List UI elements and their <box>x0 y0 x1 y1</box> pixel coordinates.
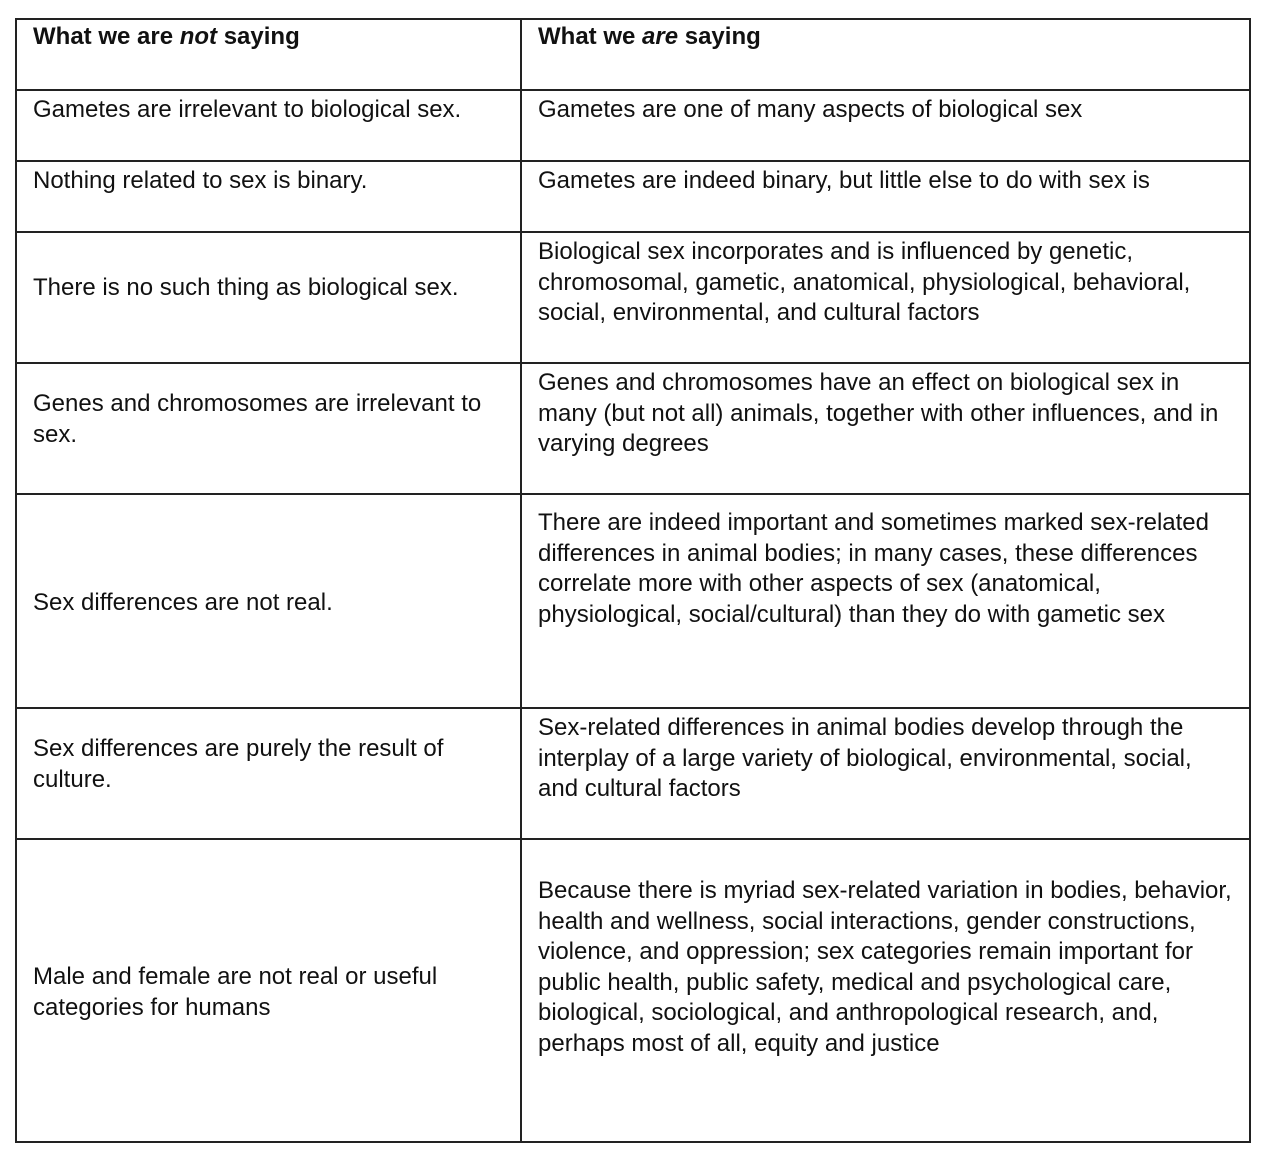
table-row <box>16 708 1250 839</box>
header-are-saying-emphasis: are <box>642 23 679 50</box>
not-saying-cell: Gametes are irrelevant to biological sex. <box>16 90 521 161</box>
are-saying-cell: Because there is myriad sex-related variation in bodies, behavior, health and wellness, social interactions, gender constructions, violence, and oppression; sex categories remain important for public health, public safety, medical and psychological care, biological, sociological, and anthropological research, and, perhaps most of all, equity and justice <box>521 839 1250 1142</box>
are-saying-cell: Sex-related differences in animal bodies develop through the interplay of a large variety of biological, environmental, social, and cultural factors <box>521 708 1250 839</box>
header-are-saying <box>521 19 1250 90</box>
not-saying-cell: Genes and chromosomes are irrelevant to sex. <box>16 363 521 494</box>
header-not-saying-suffix: saying <box>217 23 300 50</box>
header-not-saying-emphasis: not <box>179 23 218 50</box>
are-saying-cell: There are indeed important and sometimes marked sex-related differences in animal bodies; in many cases, these differences correlate more with other aspects of sex (anatomical, physiological, social/cultural) than they do with gametic sex <box>521 494 1250 708</box>
table-header-row <box>16 19 1250 90</box>
not-saying-cell: Nothing related to sex is binary. <box>16 161 521 232</box>
table-row <box>16 161 1250 232</box>
comparison-table <box>15 18 1251 1143</box>
table-row <box>16 494 1250 708</box>
header-not-saying-prefix: What we are <box>33 23 180 50</box>
are-saying-cell: Gametes are one of many aspects of biological sex <box>521 90 1250 161</box>
not-saying-cell: Male and female are not real or useful categories for humans <box>16 839 521 1142</box>
are-saying-cell: Biological sex incorporates and is influenced by genetic, chromosomal, gametic, anatomical, physiological, behavioral, social, environmental, and cultural factors <box>521 232 1250 363</box>
header-are-saying-prefix: What we <box>538 23 643 50</box>
table-row <box>16 363 1250 494</box>
not-saying-cell: Sex differences are not real. <box>16 494 521 708</box>
header-are-saying-suffix: saying <box>678 23 761 50</box>
are-saying-cell: Gametes are indeed binary, but little else to do with sex is <box>521 161 1250 232</box>
not-saying-cell: There is no such thing as biological sex. <box>16 232 521 363</box>
are-saying-cell: Genes and chromosomes have an effect on biological sex in many (but not all) animals, together with other influences, and in varying degrees <box>521 363 1250 494</box>
table-row <box>16 90 1250 161</box>
table-row <box>16 839 1250 1142</box>
table-row <box>16 232 1250 363</box>
not-saying-cell: Sex differences are purely the result of culture. <box>16 708 521 839</box>
header-not-saying <box>16 19 521 90</box>
